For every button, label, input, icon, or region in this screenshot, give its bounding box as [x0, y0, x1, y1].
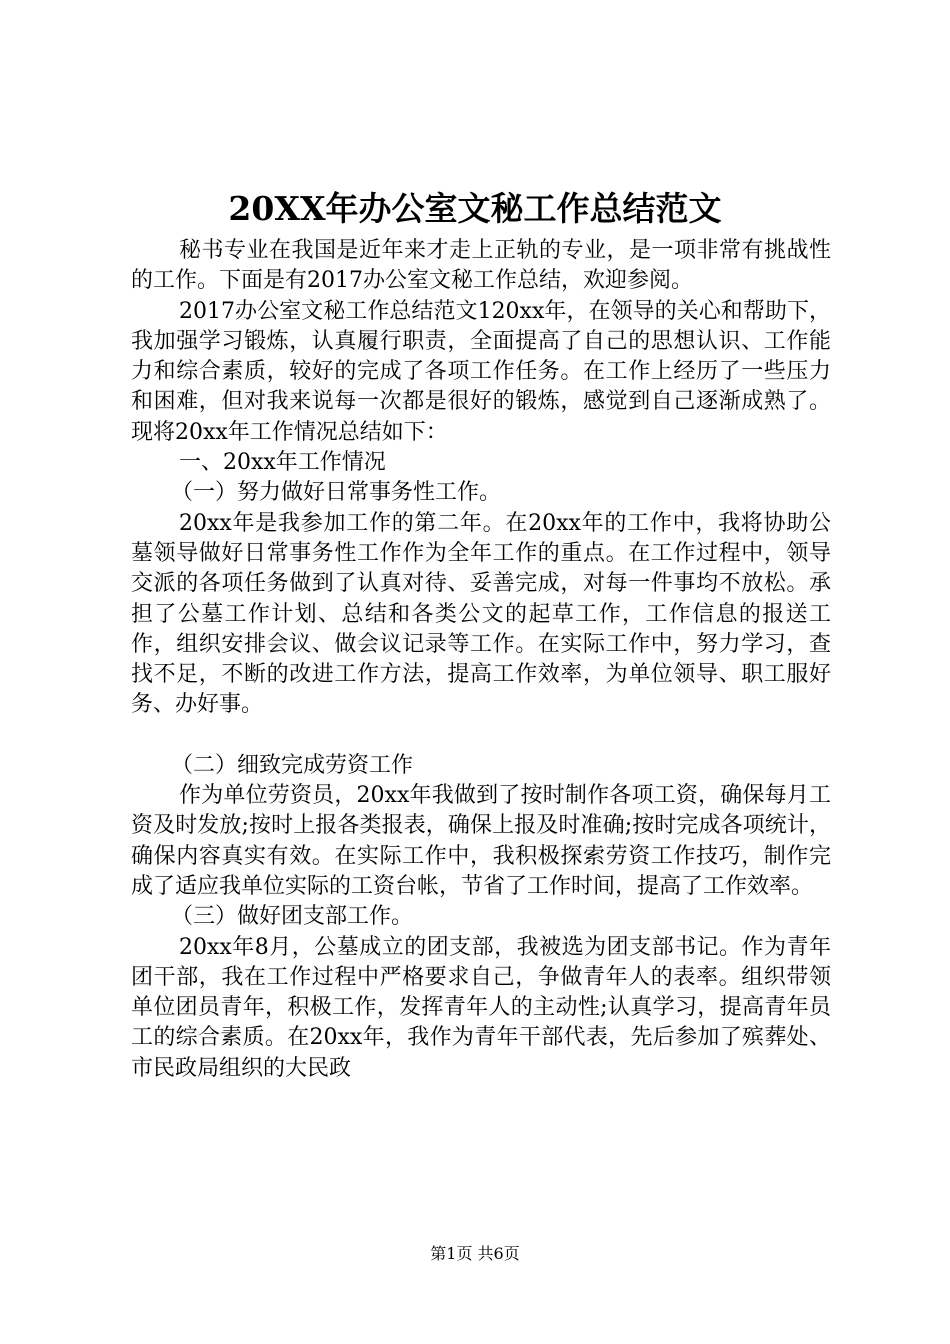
paragraph-daily-work: 20xx年是我参加工作的第二年。在20xx年的工作中，我将协助公墓领导做好日常事务性工作作为全年工作的重点。在工作过程中，领导交派的各项任务做到了认真对待、妥善完成，对每一件事均不放松。承担了公墓工作计划、总结和各类公文的起草工作，工作信息的报送工作，组织安排会议、做会议记录等工作。在实际工作中，努力学习，查找不足，不断的改进工作方法，提高工作效率，为单位领导、职工服好务、办好事。: [131, 510, 831, 718]
page-footer: 第1页 共6页: [430, 1244, 520, 1263]
document-body: [131, 236, 831, 1084]
document-title: 20XX年办公室文秘工作总结范文: [228, 189, 722, 228]
blank-line: [131, 721, 831, 751]
section-heading-1: 一、20xx年工作情况: [179, 450, 386, 476]
subsection-heading-1: （一）努力做好日常事务性工作。: [171, 480, 502, 506]
paragraph-payroll-work: 作为单位劳资员，20xx年我做到了按时制作各项工资，确保每月工资及时发放;按时上报各类报表，确保上报及时准确;按时完成各项统计，确保内容真实有效。在实际工作中，我积极探索劳资工作技巧，制作完成了适应我单位实际的工资台帐，节省了工作时间，提高了工作效率。: [131, 783, 831, 899]
subsection-heading-2: （二）细致完成劳资工作: [171, 752, 414, 778]
subsection-heading-3: （三）做好团支部工作。: [171, 904, 414, 930]
paragraph-youth-league: 20xx年8月，公墓成立的团支部，我被选为团支部书记。作为青年团干部，我在工作过程中严格要求自己，争做青年人的表率。组织带领单位团员青年，积极工作，发挥青年人的主动性;认真学习，提高青年员工的综合素质。在20xx年，我作为青年干部代表，先后参加了殡葬处、市民政局组织的大民政: [131, 934, 831, 1081]
paragraph-intro: 秘书专业在我国是近年来才走上正轨的专业，是一项非常有挑战性的工作。下面是有2017办公室文秘工作总结，欢迎参阅。: [131, 238, 831, 294]
paragraph-summary: 2017办公室文秘工作总结范文120xx年，在领导的关心和帮助下，我加强学习锻炼，认真履行职责，全面提高了自己的思想认识、工作能力和综合素质，较好的完成了各项工作任务。在工作上经历了一些压力和困难，但对我来说每一次都是很好的锻炼，感觉到自己逐渐成熟了。现将20xx年工作情况总结如下：: [131, 298, 831, 445]
